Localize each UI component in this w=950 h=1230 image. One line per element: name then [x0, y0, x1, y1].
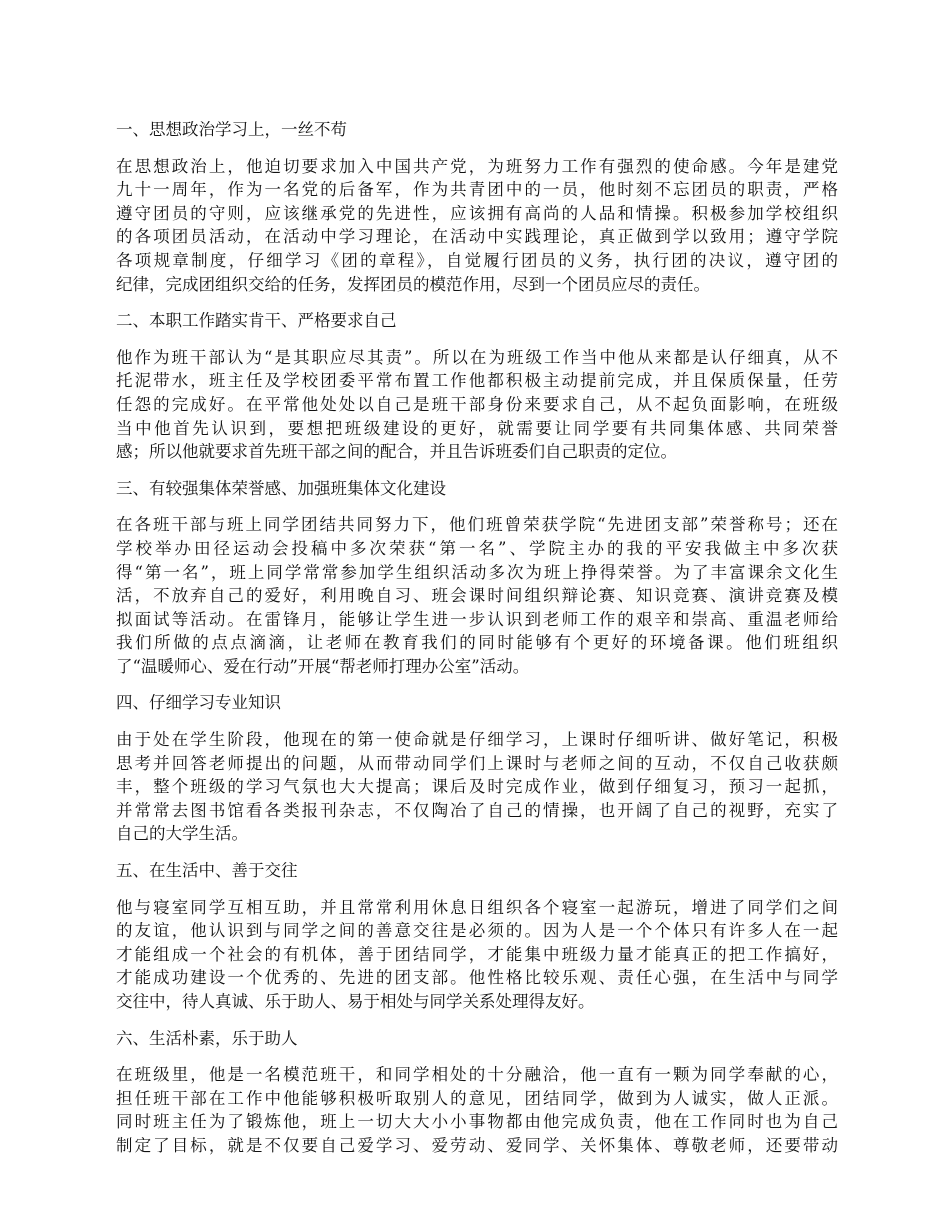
paragraph-line: 才能组成一个社会的有机体，善于团结同学，才能集中班级力量才能真正的把工作搞好，: [116, 944, 838, 964]
paragraph-line: 制定了目标，就是不仅要自己爱学习、爱劳动、爱同学、关怀集体、尊敬老师，还要带动: [116, 1135, 838, 1155]
paragraph-line: 学校举办田径运动会投稿中多次荣获“第一名”、学院主办的我的平安我做主中多次获: [116, 538, 838, 558]
paragraph-line: 的友谊，他认识到与同学之间的善意交往是必须的。因为人是一个个体只有许多人在一起: [116, 921, 838, 941]
paragraph-line: 才能成功建设一个优秀的、先进的团支部。他性格比较乐观、责任心强，在生活中与同学: [116, 968, 838, 988]
section-paragraph-1: [116, 155, 838, 297]
paragraph-line: 了“温暖师心、爱在行动”开展“帮老师打理办公室”活动。: [116, 656, 530, 676]
paragraph-line: 在各班干部与班上同学团结共同努力下，他们班曾荣获学院“先进团支部”荣誉称号；还在: [116, 515, 838, 535]
paragraph-line: 并常常去图书馆看各类报刊杂志，不仅陶冶了自己的情操，也开阔了自己的视野，充实了: [116, 800, 838, 820]
section-heading-1: 一、思想政治学习上，一丝不苟: [116, 120, 347, 139]
section-paragraph-5: [116, 896, 838, 1014]
section-heading-5: 五、在生活中、善于交往: [116, 861, 298, 881]
paragraph-line: 任怨的完成好。在平常他处处以自己是班干部身份来要求自己，从不起负面影响，在班级: [116, 394, 838, 414]
paragraph-line: 同时班主任为了锻炼他，班上一切大大小小事物都由他完成负责，他在工作同时也为自己: [116, 1112, 838, 1132]
paragraph-line: 感；所以他就要求首先班干部之间的配合，并且告诉班委们自己职责的定位。: [116, 442, 677, 462]
paragraph-line: 各项规章制度，仔细学习《团的章程》，自觉履行团员的义务，执行团的决议，遵守团的: [116, 250, 838, 270]
paragraph-line: 交往中，待人真诚、乐于助人、易于相处与同学关系处理得友好。: [116, 992, 595, 1011]
paragraph-line: 托泥带水，班主任及学校团委平常布置工作他都积极主动提前完成，并且保质保量，任劳: [116, 371, 838, 391]
section-heading-4: 四、仔细学习专业知识: [116, 693, 281, 713]
paragraph-line: 在思想政治上，他迫切要求加入中国共产党，为班努力工作有强烈的使命感。今年是建党: [116, 156, 838, 176]
paragraph-line: 九十一周年，作为一名党的后备军，作为共青团中的一员，他时刻不忘团员的职责，严格: [116, 180, 838, 200]
paragraph-line: 纪律，完成团组织交给的任务，发挥团员的模范作用，尽到一个团员应尽的责任。: [116, 274, 710, 294]
paragraph-line: 他与寝室同学互相互助，并且常常利用休息日组织各个寝室一起游玩，增进了同学们之间: [116, 897, 838, 917]
paragraph-line: 当中他首先认识到，要想把班级建设的更好，就需要让同学要有共同集体感、共同荣誉: [116, 418, 838, 438]
section-paragraph-4: [116, 728, 838, 846]
paragraph-line: 活，不放弃自己的爱好，利用晚自习、班会课时间组织辩论赛、知识竞赛、演讲竞赛及模: [116, 586, 838, 606]
section-paragraph-3: [116, 513, 838, 678]
paragraph-line: 丰，整个班级的学习气氛也大大提高；课后及时完成作业，做到仔细复习，预习一起抓，: [116, 777, 838, 797]
paragraph-line: 担任班干部在工作中他能够积极听取别人的意见，团结同学，做到为人诚实，做人正派。: [116, 1088, 838, 1108]
paragraph-line: 得“第一名”，班上同学常常参加学生组织活动多次为班上挣得荣誉。为了丰富课余文化生: [116, 562, 838, 582]
paragraph-line: 遵守团员的守则，应该继承党的先进性，应该拥有高尚的人品和情操。积极参加学校组织: [116, 203, 838, 223]
section-heading-2: 二、本职工作踏实肯干、严格要求自己: [116, 311, 397, 331]
section-paragraph-2: [116, 346, 838, 464]
paragraph-line: 思考并回答老师提出的问题，从而带动同学们上课时与老师之间的互动，不仅自己收获颇: [116, 753, 838, 773]
paragraph-line: 拟面试等活动。在雷锋月，能够让学生进一步认识到老师工作的艰辛和崇高、重温老师给: [116, 609, 838, 629]
paragraph-line: 的各项团员活动，在活动中学习理论，在活动中实践理论，真正做到学以致用；遵守学院: [116, 227, 838, 247]
paragraph-line: 他作为班干部认为“是其职应尽其责”。所以在为班级工作当中他从来都是认仔细真，从不: [116, 347, 838, 367]
paragraph-line: 由于处在学生阶段，他现在的第一使命就是仔细学习，上课时仔细听讲、做好笔记，积极: [116, 730, 838, 750]
section-heading-3: 三、有较强集体荣誉感、加强班集体文化建设: [116, 478, 446, 498]
section-paragraph-6: [116, 1063, 838, 1157]
document-page: [116, 118, 838, 1171]
paragraph-line: 自己的大学生活。: [116, 824, 248, 844]
paragraph-line: 我们所做的点点滴滴，让老师在教育我们的同时能够有个更好的环境备课。他们班组织: [116, 633, 838, 653]
section-heading-6: 六、生活朴素，乐于助人: [116, 1028, 298, 1048]
paragraph-line: 在班级里，他是一名模范班干，和同学相处的十分融洽，他一直有一颗为同学奉献的心，: [116, 1065, 838, 1085]
